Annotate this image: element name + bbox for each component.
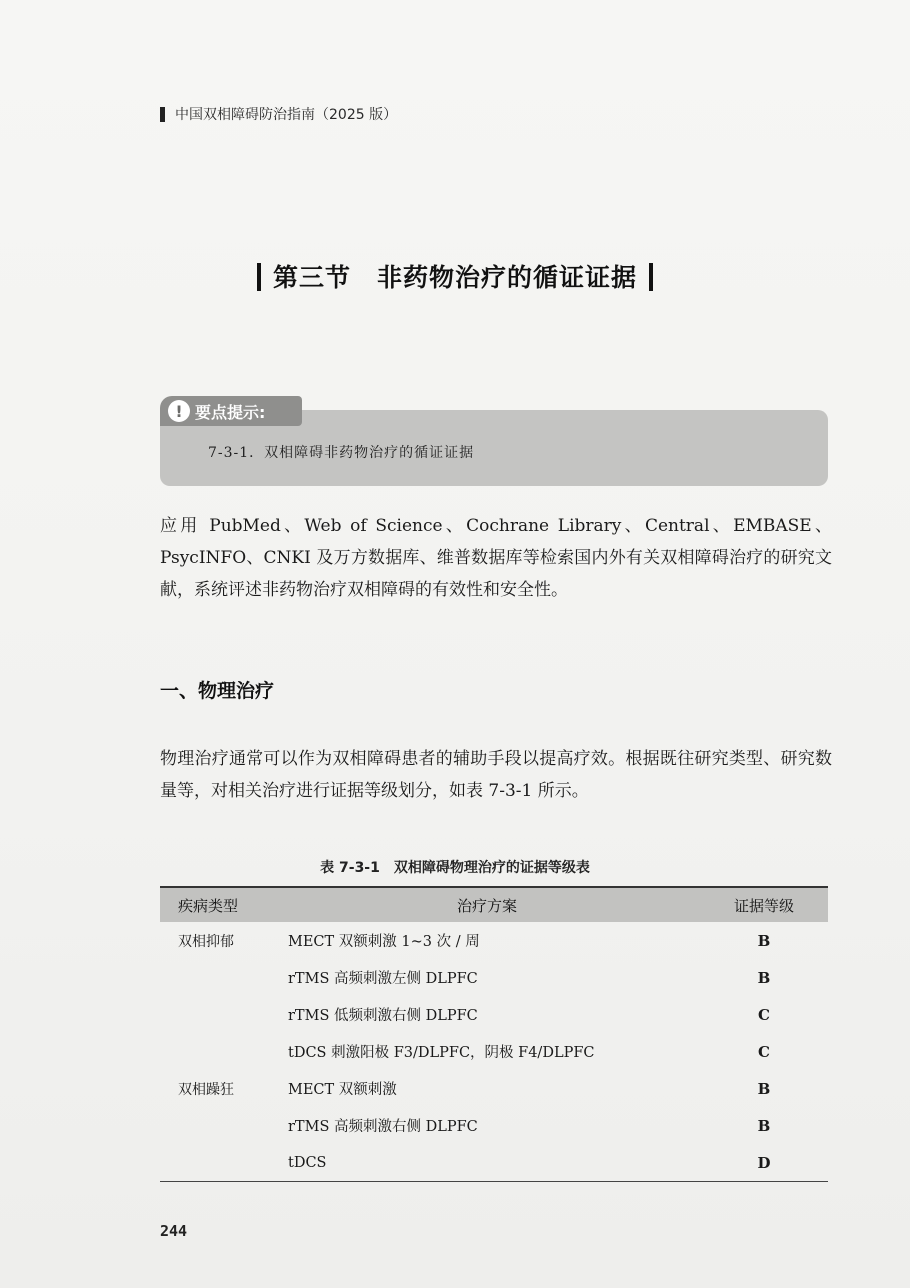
table-caption: 表 7-3-1 双相障碍物理治疗的证据等级表 [320, 860, 590, 876]
header-treatment: 治疗方案 [456, 896, 517, 915]
header-disease-type: 疾病类型 [178, 896, 239, 915]
cell-disease-type: 双相抑郁 [178, 933, 234, 950]
table-row [160, 1107, 828, 1144]
key-points-tag [160, 396, 302, 426]
table-row [160, 996, 828, 1033]
header-bar-mark [160, 107, 165, 122]
table-row [160, 1033, 828, 1070]
cell-evidence-level: C [758, 1042, 770, 1061]
section-number: 第三节 [272, 263, 351, 292]
page-number: 244 [160, 1222, 188, 1240]
cell-evidence-level: B [757, 931, 771, 950]
cell-disease-type: 双相躁狂 [178, 1081, 234, 1098]
section-title [0, 258, 910, 294]
cell-treatment: rTMS 高频刺激右侧 DLPFC [288, 1119, 478, 1135]
table-row [160, 1070, 828, 1107]
cell-treatment: tDCS 刺激阳极 F3/DLPFC，阴极 F4/DLPFC [288, 1045, 595, 1061]
section-title-text: 非药物治疗的循证证据 [377, 263, 638, 292]
intro-paragraph: 应用 PubMed、Web of Science、Cochrane Library、Central、EMBASE、PsycINFO、CNKI 及万方数据库、维普数据库等检索国内外有关双相障碍治疗的研究文献，系统评述非药物治疗双相障碍的有效性和安全性。 [160, 516, 832, 600]
table-row [160, 1144, 828, 1181]
subsection-heading: 一、物理治疗 [160, 680, 275, 702]
key-point-item: 7-3-1．双相障碍非药物治疗的循证证据 [208, 445, 475, 461]
title-left-bar [257, 263, 261, 291]
cell-evidence-level: B [757, 968, 771, 987]
cell-evidence-level: B [757, 1116, 771, 1135]
header-evidence-level: 证据等级 [733, 896, 794, 915]
evidence-table [160, 886, 828, 1182]
title-right-bar [649, 263, 653, 291]
table-header-row [160, 886, 828, 922]
cell-treatment: MECT 双额刺激 [288, 1082, 397, 1098]
cell-evidence-level: D [757, 1153, 771, 1172]
cell-treatment: rTMS 高频刺激左侧 DLPFC [288, 971, 478, 987]
table-row [160, 959, 828, 996]
cell-evidence-level: C [758, 1005, 770, 1024]
running-title: 中国双相障碍防治指南（2025 版） [175, 107, 398, 123]
subsection-paragraph: 物理治疗通常可以作为双相障碍患者的辅助手段以提高疗效。根据既往研究类型、研究数量等，对相关治疗进行证据等级划分，如表 7-3-1 所示。 [160, 749, 832, 801]
cell-treatment: tDCS [288, 1154, 327, 1171]
table-row [160, 922, 828, 959]
running-header [160, 104, 397, 124]
cell-evidence-level: B [757, 1079, 771, 1098]
cell-treatment: MECT 双额刺激 1~3 次 / 周 [288, 934, 480, 950]
exclamation-icon: ! [168, 400, 190, 422]
key-points-label: 要点提示: [195, 402, 266, 422]
cell-treatment: rTMS 低频刺激右侧 DLPFC [288, 1008, 478, 1024]
